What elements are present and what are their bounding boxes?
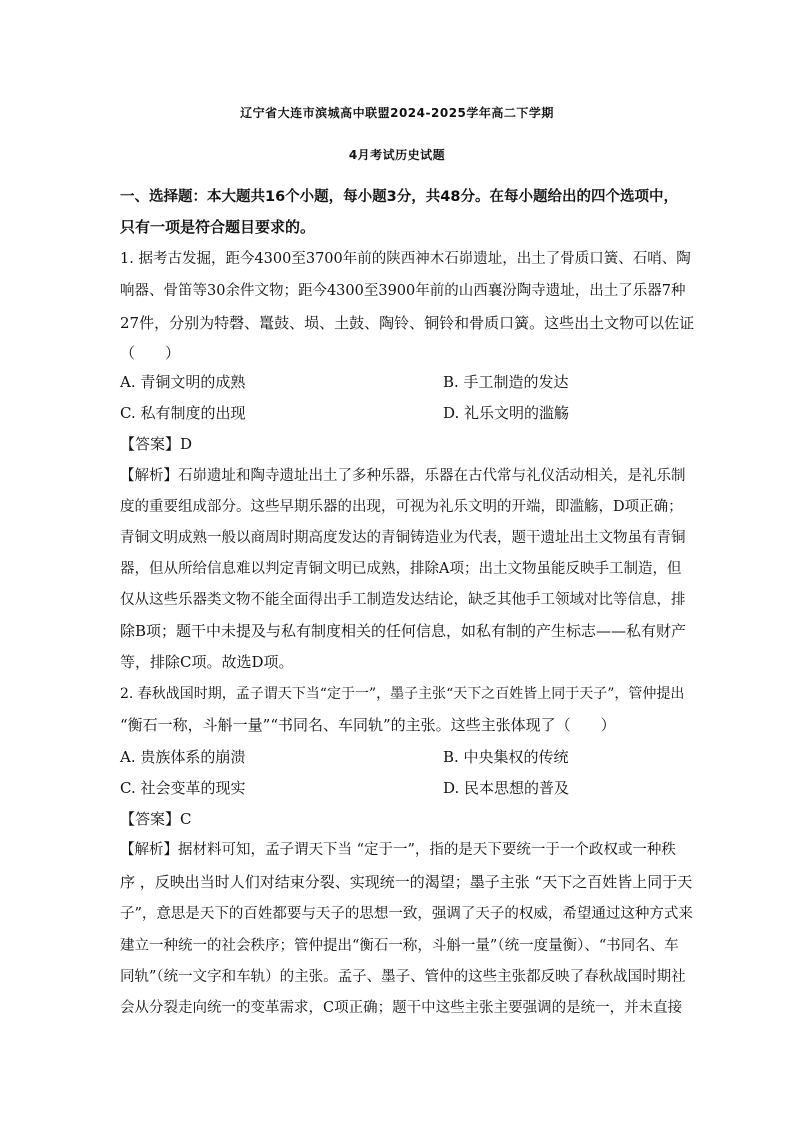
q1-option-b: B. 手工制造的发达 (443, 373, 569, 391)
q1-analysis-line5: 仅从这些乐器类文物不能全面得出手工制造发达结论，缺乏其他手工领域对比等信息，排 (120, 592, 686, 608)
q2-analysis-line4: 建立一种统一的社会秩序；管仲提出“衡石一称，斗斛一量”（统一度量衡）、“书同名、车 (120, 938, 679, 954)
q1-analysis-line1: 【解析】石峁遗址和陶寺遗址出土了多种乐器，乐器在古代常与礼仪活动相关，是礼乐制 (120, 468, 686, 484)
q2-option-a: A. 贵族体系的崩溃 (120, 748, 246, 766)
q2-stem-line1: 2. 春秋战国时期，孟子谓天下当“定于一”，墨子主张“天下之百姓皆上同于天子”，管仲提出 (120, 686, 685, 702)
q1-stem-line1: 1. 据考古发掘，距今4300至3700年前的陕西神木石峁遗址，出土了骨质口簧、石哨、陶 (120, 251, 691, 267)
q1-analysis-line3: 青铜文明成熟一般以商周时期高度发达的青铜铸造业为代表，题干遗址出土文物虽有青铜 (120, 530, 686, 546)
q1-analysis-line4: 器，但从所给信息难以判定青铜文明已成熟，排除A项；出土文物虽能反映手工制造，但 (120, 561, 682, 577)
q2-answer: 【答案】C (120, 810, 192, 828)
q2-option-d: D. 民本思想的普及 (443, 779, 570, 797)
section-heading-line1: 一、选择题：本大题共16个小题，每小题3分，共48分。在每小题给出的四个选项中， (120, 189, 678, 205)
document-title-line2: 4月考试历史试题 (348, 148, 446, 162)
document-title-line1: 辽宁省大连市滨城高中联盟2024-2025学年高二下学期 (240, 106, 554, 120)
q1-stem-line3: 27件，分别为特磬、鼍鼓、埙、土鼓、陶铃、铜铃和骨质口簧。这些出土文物可以佐证 (120, 314, 695, 332)
q2-analysis-line1: 【解析】据材料可知，孟子谓天下当 “定于一”，指的是天下要统一于一个政权或一种秩 (120, 842, 676, 858)
q2-stem-line2: “衡石一称，斗斛一量”“书同名、车同轨”的主张。这些主张体现了（ ） (120, 716, 616, 734)
q2-analysis-line3: 子”，意思是天下的百姓都要与天子的思想一致，强调了天子的权威，希望通过这种方式来 (120, 906, 693, 922)
q1-stem-line4: （ ） (120, 344, 181, 362)
q1-option-a: A. 青铜文明的成熟 (120, 373, 246, 391)
q1-answer: 【答案】D (120, 435, 193, 453)
q2-analysis-line6: 会从分裂走向统一的变革需求，C项正确；题干中这些主张主要强调的是统一，并未直接 (120, 1000, 683, 1016)
q1-option-c: C. 私有制度的出现 (120, 404, 246, 422)
q2-option-c: C. 社会变革的现实 (120, 779, 246, 797)
q1-analysis-line7: 等，排除C项。故选D项。 (120, 653, 294, 671)
section-heading-line2: 只有一项是符合题目要求的。 (120, 218, 316, 236)
q1-analysis-line6: 除B项；题干中未提及与私有制度相关的任何信息，如私有制的产生标志——私有财产 (120, 622, 687, 640)
q2-analysis-line2: 序 ，反映出当时人们对结束分裂、实现统一的渴望；墨子主张 “天下之百姓皆上同于天 (120, 873, 693, 891)
q1-option-d: D. 礼乐文明的滥觞 (443, 404, 570, 422)
q2-analysis-line5: 同轨”（统一文字和车轨）的主张。孟子、墨子、管仲的这些主张都反映了春秋战国时期社 (120, 969, 686, 985)
q1-analysis-line2: 度的重要组成部分。这些早期乐器的出现，可视为礼乐文明的开端，即滥觞，D项正确； (120, 499, 683, 515)
q2-option-b: B. 中央集权的传统 (443, 748, 569, 766)
q1-stem-line2: 响器、骨笛等30余件文物；距今4300至3900年前的山西襄汾陶寺遗址，出土了乐器7种 (120, 283, 686, 299)
